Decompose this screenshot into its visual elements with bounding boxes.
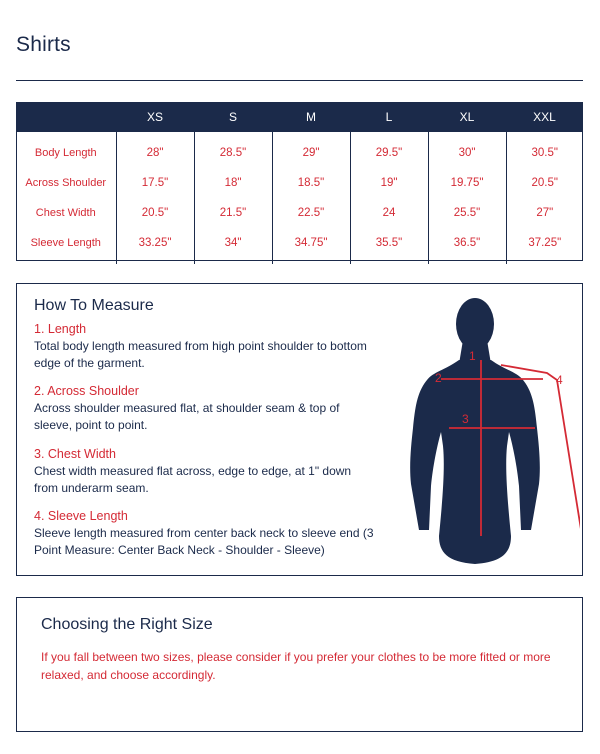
- row-label: Chest Width: [16, 198, 116, 228]
- table-row: [16, 198, 583, 228]
- row-label: Across Shoulder: [16, 168, 116, 198]
- header-cell-xxl: XXL: [506, 102, 583, 132]
- table-row: [16, 168, 583, 198]
- figure-label-3: 3: [462, 412, 469, 426]
- table-cell: 22.5": [272, 198, 350, 228]
- table-cell: 20.5": [531, 177, 558, 189]
- figure-label-1: 1: [469, 349, 476, 363]
- table-cell: 17.5": [116, 168, 194, 198]
- table-cell: 30.5": [531, 147, 558, 159]
- step-text: Across shoulder measured flat, at shoulder seam & top of sleeve, point to point.: [34, 401, 340, 432]
- table-cell: 35.5": [350, 228, 428, 264]
- how-to-measure-panel: [16, 283, 583, 576]
- header-cell-m: M: [272, 102, 350, 132]
- table-cell: 20.5": [116, 198, 194, 228]
- table-cell: 30": [428, 132, 506, 168]
- table-cell: 19.75": [428, 168, 506, 198]
- table-cell: 28.5": [194, 132, 272, 168]
- header-cell-l: L: [350, 102, 428, 132]
- table-cell: 24: [350, 198, 428, 228]
- table-cell: 21.5": [194, 198, 272, 228]
- header-cell: [16, 102, 116, 132]
- row-label: Body Length: [16, 132, 116, 168]
- table-cell: 18": [194, 168, 272, 198]
- page-title: Shirts: [16, 33, 71, 56]
- step-sleeve-length: [34, 508, 374, 559]
- choosing-size-panel: [16, 597, 583, 732]
- table-cell: 34.75": [272, 228, 350, 264]
- row-label: Sleeve Length: [16, 228, 116, 264]
- step-title: 2. Across Shoulder: [34, 384, 139, 398]
- table-cell: 37.25": [528, 237, 562, 249]
- table-row: [16, 132, 583, 168]
- table-cell: 25.5": [428, 198, 506, 228]
- table-header-row: [16, 102, 583, 132]
- step-length: [34, 321, 374, 372]
- header-cell-s: S: [194, 102, 272, 132]
- choosing-size-text: If you fall between two sizes, please consider if you prefer your clothes to be more fitted or more relaxed, and choose accordingly.: [41, 650, 551, 682]
- table-cell: 29.5": [350, 132, 428, 168]
- step-title: 3. Chest Width: [34, 447, 116, 461]
- step-text: Chest width measured flat across, edge to edge, at 1" down from underarm seam.: [34, 464, 352, 495]
- header-cell-xl: XL: [428, 102, 506, 132]
- step-title: 4. Sleeve Length: [34, 509, 128, 523]
- figure-label-2: 2: [435, 371, 442, 385]
- step-text: Sleeve length measured from center back neck to sleeve end (3 Point Measure: Center Back Neck - Shoulder - Sleeve): [34, 526, 374, 557]
- table-cell: 19": [350, 168, 428, 198]
- step-text: Total body length measured from high point shoulder to bottom edge of the garment.: [34, 339, 367, 370]
- size-table: [16, 102, 583, 264]
- figure-label-4: 4: [556, 373, 563, 387]
- how-to-measure-heading: How To Measure: [34, 297, 154, 314]
- choosing-size-heading: Choosing the Right Size: [41, 616, 213, 633]
- size-chart: [16, 102, 583, 264]
- torso-figure-icon: [405, 296, 580, 568]
- step-chest-width: [34, 446, 374, 497]
- title-divider: [16, 80, 583, 81]
- step-title: 1. Length: [34, 322, 87, 336]
- table-cell: 18.5": [272, 168, 350, 198]
- header-cell-xs: XS: [116, 102, 194, 132]
- step-across-shoulder: [34, 383, 374, 434]
- table-cell: 33.25": [116, 228, 194, 264]
- table-cell: 34": [194, 228, 272, 264]
- table-cell: 27": [536, 207, 554, 219]
- table-cell: 36.5": [428, 228, 506, 264]
- table-cell: 29": [272, 132, 350, 168]
- table-row: [16, 228, 583, 264]
- table-cell: 28": [116, 132, 194, 168]
